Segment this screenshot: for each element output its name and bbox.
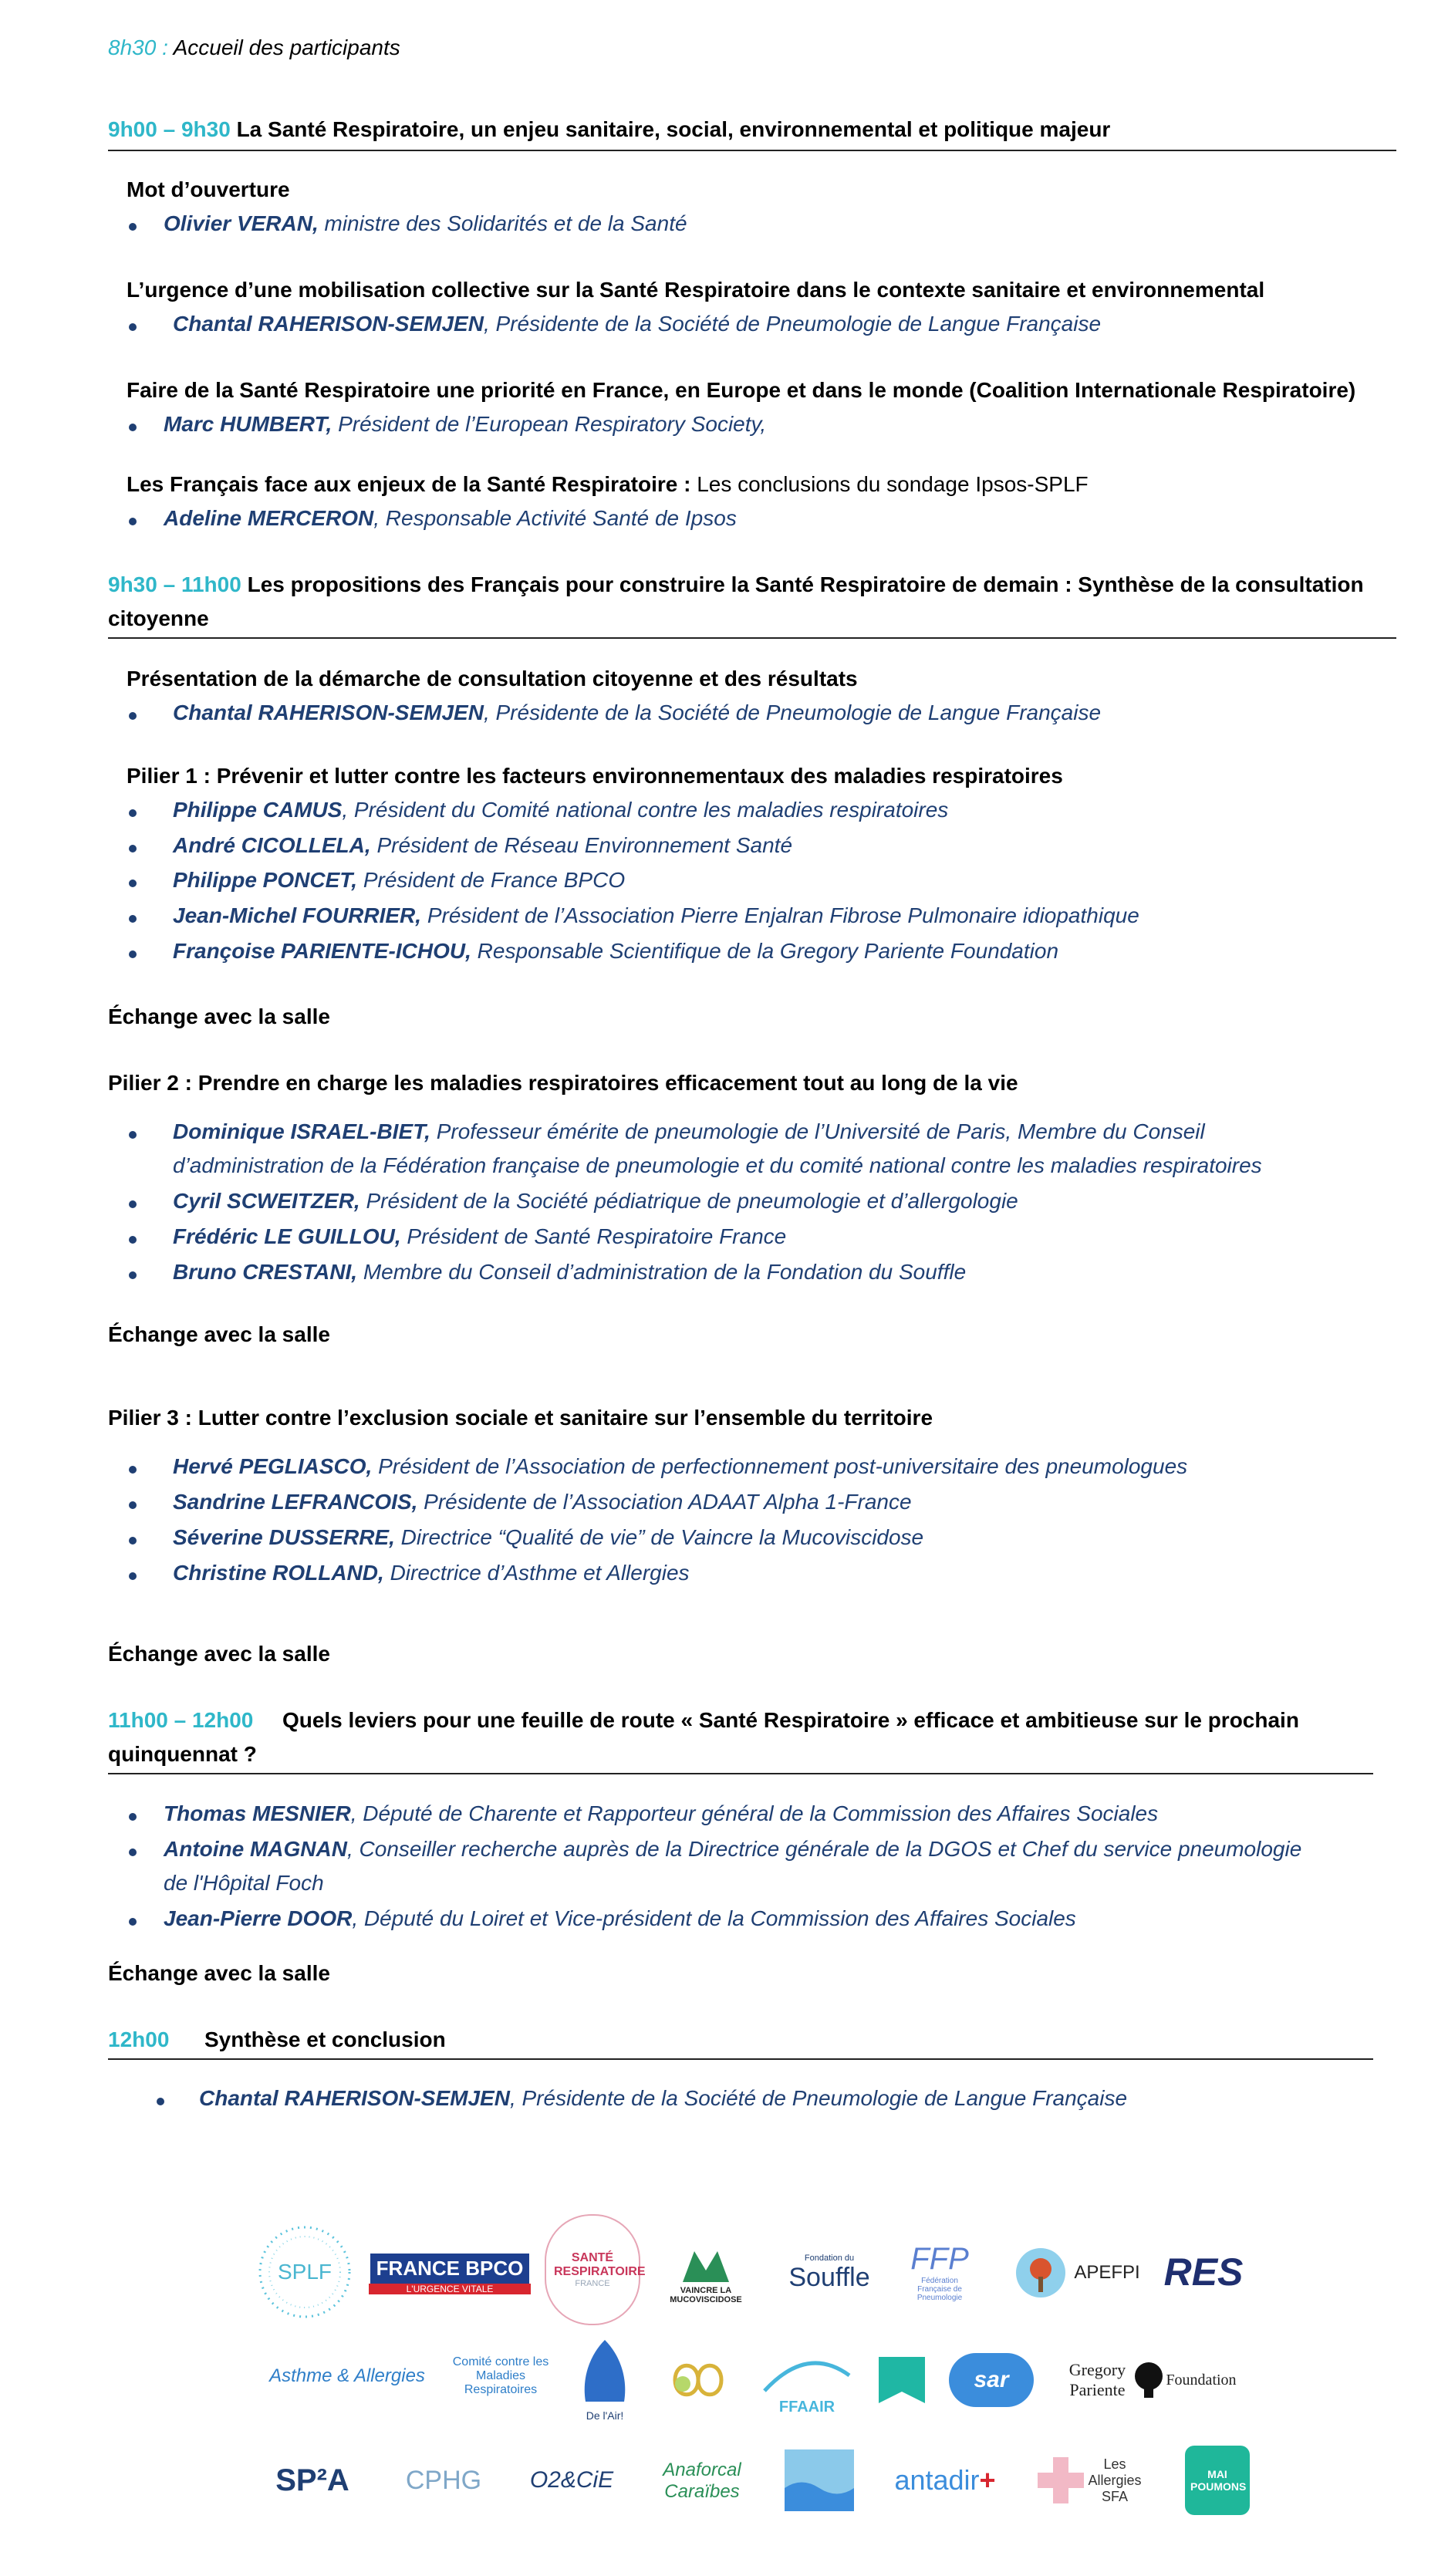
pilier2-heading: Pilier 2 : Prendre en charge les maladies respiratoires efficacement tout au long de la vie	[108, 1071, 1018, 1095]
s1-heading-4	[127, 471, 1089, 498]
speaker-role: Présidente de l’Association ADAAT Alpha 1-France	[424, 1490, 912, 1514]
speaker-role-cont: de l'Hôpital Foch	[164, 1871, 324, 1895]
bullet	[157, 2098, 164, 2105]
gregory-pariente-logo	[1049, 2353, 1250, 2407]
bullet	[129, 323, 137, 331]
bullet	[129, 1271, 137, 1279]
ffp-logo	[901, 2230, 978, 2314]
speaker-role: Président de l’Association Pierre Enjalran Fibrose Pulmonaire idiopathique	[427, 903, 1139, 927]
section2-rule	[108, 637, 1396, 639]
section3-title: Quels leviers pour une feuille de route « Santé Respiratoire » efficace et ambitieuse sur le prochain	[282, 1708, 1299, 1732]
speaker-line	[173, 1258, 966, 1286]
bullet	[129, 1537, 137, 1545]
speaker-name: Dominique ISRAEL-BIET,	[173, 1119, 430, 1143]
speaker-line	[173, 1223, 786, 1251]
speaker-line	[173, 1118, 1205, 1146]
speaker-role: Président de France BPCO	[363, 868, 626, 892]
bullet	[129, 1466, 137, 1474]
speaker-line	[173, 1488, 912, 1516]
sar-text: sar	[974, 2367, 1009, 2392]
foundation-text: Foundation	[1166, 2371, 1237, 2389]
speaker-line	[173, 699, 1101, 727]
bullet	[129, 845, 137, 852]
infinity-logo	[656, 2345, 741, 2415]
speaker-name: Frédéric LE GUILLOU,	[173, 1224, 401, 1248]
sp2a-text: SP²A	[275, 2463, 349, 2497]
speaker-role: , Présidente de la Société de Pneumologie de Langue Française	[483, 701, 1102, 724]
section1-rule	[108, 150, 1396, 151]
speaker-name: Adeline MERCERON	[164, 506, 374, 530]
pilier1-heading: Pilier 1 : Prévenir et lutter contre les facteurs environnementaux des maladies respiratoires	[127, 764, 1063, 788]
mai-poumons-logo	[1185, 2446, 1250, 2515]
delair-logo	[568, 2327, 642, 2427]
ap-logo	[869, 2345, 935, 2415]
speaker-name: Sandrine LEFRANCOIS,	[173, 1490, 418, 1514]
section4-time: 12h00	[108, 2027, 170, 2051]
speaker-name: Cyril SCWEITZER,	[173, 1189, 360, 1213]
speaker-line	[173, 902, 1139, 930]
antadir-text: antadir	[894, 2464, 980, 2496]
speaker-name: Chantal RAHERISON-SEMJEN	[173, 312, 484, 336]
ffp-sub: Fédération Française de Pneumologie	[916, 2277, 963, 2302]
speaker-role: Directrice “Qualité de vie” de Vaincre la Mucoviscidose	[400, 1525, 924, 1549]
apefpi-text: APEFPI	[1074, 2262, 1140, 2283]
allergies-sfa-logo	[1034, 2438, 1149, 2523]
speaker-line	[164, 1835, 1301, 1863]
speaker-line	[173, 310, 1101, 338]
speaker-line	[173, 796, 948, 824]
bullet	[129, 1236, 137, 1244]
france-bpco-logo	[369, 2250, 531, 2297]
francebpco-text: FRANCE BPCO	[370, 2254, 530, 2284]
speaker-line	[173, 1187, 1018, 1215]
speaker-name: Philippe CAMUS	[173, 798, 343, 822]
section1-title: La Santé Respiratoire, un enjeu sanitaire, social, environnemental et politique majeur	[236, 117, 1111, 141]
section2-header	[108, 571, 1364, 599]
section1-time: 9h00 – 9h30	[108, 117, 231, 141]
antadir-logo: antadir +	[894, 2464, 996, 2496]
res-text: RES	[1163, 2250, 1244, 2294]
speaker-role: , Député de Charente et Rapporteur général de la Commission des Affaires Sociales	[350, 1801, 1159, 1825]
waves-logo	[781, 2446, 858, 2515]
speaker-name: Chantal RAHERISON-SEMJEN	[199, 2086, 510, 2110]
speaker-line	[164, 1800, 1158, 1828]
speaker-role: Professeur émérite de pneumologie de l’Université de Paris, Membre du Conseil	[436, 1119, 1205, 1143]
francebpco-sub: L'URGENCE VITALE	[369, 2284, 531, 2294]
speaker-role: ministre des Solidarités et de la Santé	[324, 211, 687, 235]
section2-title: Les propositions des Français pour construire la Santé Respiratoire de demain : Synthèse de la consultation	[247, 572, 1364, 596]
bullet	[129, 879, 137, 887]
bullet	[129, 1200, 137, 1208]
exchange-label: Échange avec la salle	[108, 1004, 330, 1028]
cphg-text: CPHG	[405, 2465, 482, 2495]
bullet	[129, 1813, 137, 1821]
asthme-allergies-logo	[255, 2353, 440, 2399]
allergies-text: Les Allergies SFA	[1088, 2456, 1142, 2504]
speaker-role: , Député du Loiret et Vice-président de la Commission des Affaires Sociales	[352, 1906, 1076, 1930]
splf-logo	[255, 2222, 355, 2322]
ffaair-logo	[753, 2345, 861, 2422]
vaincre-text: VAINCRE LA MUCOVISCIDOSE	[670, 2286, 742, 2304]
o2cie-text: O2&CiE	[529, 2467, 614, 2493]
s1-heading-1: Mot d’ouverture	[127, 177, 290, 201]
santeresp-text: SANTÉ RESPIRATOIRE	[554, 2251, 646, 2278]
welcome-time: 8h30 :	[108, 35, 168, 59]
sar-logo	[949, 2353, 1034, 2407]
bullet	[129, 1918, 137, 1926]
speaker-role: Responsable Scientifique de la Gregory Pariente Foundation	[477, 939, 1059, 963]
speaker-role: , Présidente de la Société de Pneumologie de Langue Française	[509, 2086, 1128, 2110]
res-logo	[1157, 2237, 1250, 2307]
speaker-role: Membre du Conseil d’administration de la Fondation du Souffle	[363, 1260, 967, 1284]
s1-heading-2: L’urgence d’une mobilisation collective sur la Santé Respiratoire dans le contexte sanitaire et environnemental	[127, 278, 1265, 302]
speaker-name: Jean-Pierre DOOR	[164, 1906, 353, 1930]
souffle-pre: Fondation du	[804, 2253, 855, 2263]
section4-header	[108, 2026, 446, 2054]
gregory-text: Gregory Pariente	[1068, 2360, 1126, 2399]
speaker-name: Christine ROLLAND,	[173, 1561, 384, 1585]
exchange-label: Échange avec la salle	[108, 1961, 330, 1985]
speaker-line	[164, 505, 737, 532]
speaker-name: André CICOLLELA,	[173, 833, 371, 857]
speaker-role: Président de Réseau Environnement Santé	[376, 833, 793, 857]
pilier3-heading: Pilier 3 : Lutter contre l’exclusion sociale et sanitaire sur l’ensemble du territoire	[108, 1406, 933, 1430]
section3-time: 11h00 – 12h00	[108, 1708, 254, 1732]
bullet	[129, 1572, 137, 1580]
bullet	[129, 809, 137, 817]
s2-pres-heading: Présentation de la démarche de consultation citoyenne et des résultats	[127, 667, 858, 690]
section1-header	[108, 116, 1110, 143]
speaker-role: , Responsable Activité Santé de Ipsos	[373, 506, 737, 530]
speaker-role: , Président du Comité national contre les maladies respiratoires	[342, 798, 949, 822]
speaker-name: Françoise PARIENTE-ICHOU,	[173, 939, 471, 963]
apefpi-logo	[992, 2242, 1162, 2304]
speaker-line	[199, 2085, 1127, 2112]
welcome-text: Accueil des participants	[173, 35, 400, 59]
santeresp-sub: FRANCE	[575, 2279, 610, 2288]
cnmr-text: Comité contre les Maladies Respiratoires	[452, 2355, 549, 2396]
s1-heading-3: Faire de la Santé Respiratoire une priorité en France, en Europe et dans le monde (Coalition Internationale Respiratoire)	[127, 378, 1356, 402]
speaker-name: Thomas MESNIER	[164, 1801, 351, 1825]
speaker-name: Marc HUMBERT,	[164, 412, 332, 436]
speaker-name: Antoine MAGNAN	[164, 1837, 347, 1861]
welcome-line	[108, 34, 400, 62]
section2-time: 9h30 – 11h00	[108, 572, 241, 596]
mai-text: MAI POUMONS	[1190, 2468, 1247, 2493]
section2-title-cont: citoyenne	[108, 606, 209, 630]
cnmr-logo	[451, 2345, 551, 2407]
anaforcal-text: Anaforcal Caraïbes	[663, 2460, 741, 2502]
speaker-name: Jean-Michel FOURRIER,	[173, 903, 422, 927]
bullet	[129, 712, 137, 720]
speaker-name: Olivier VERAN,	[164, 211, 319, 235]
delair-text: De l'Air!	[586, 2409, 624, 2422]
bullet	[129, 223, 137, 231]
exchange-label: Échange avec la salle	[108, 1322, 330, 1346]
speaker-line	[173, 866, 625, 894]
bullet	[129, 1501, 137, 1509]
speaker-role: Président de l’European Respiratory Society,	[338, 412, 767, 436]
speaker-name: Hervé PEGLIASCO,	[173, 1454, 373, 1478]
section3-rule	[108, 1773, 1373, 1774]
speaker-line	[164, 410, 766, 438]
ffp-text: FFP	[910, 2242, 969, 2276]
speaker-line	[164, 1905, 1076, 1933]
speaker-name: Bruno CRESTANI,	[173, 1260, 358, 1284]
speaker-line	[173, 1524, 923, 1551]
speaker-role: Président de l’Association de perfectionnement post-universitaire des pneumologues	[378, 1454, 1188, 1478]
speaker-role: Directrice d’Asthme et Allergies	[390, 1561, 690, 1585]
speaker-role: , Présidente de la Société de Pneumologie de Langue Française	[483, 312, 1102, 336]
bullet	[129, 518, 137, 525]
speaker-name: Chantal RAHERISON-SEMJEN	[173, 701, 484, 724]
souffle-text: Souffle	[788, 2262, 870, 2292]
speaker-role: Président de Santé Respiratoire France	[407, 1224, 787, 1248]
souffle-logo	[771, 2234, 887, 2311]
speaker-name: Séverine DUSSERRE,	[173, 1525, 395, 1549]
heading-bold: Les Français face aux enjeux de la Santé Respiratoire :	[127, 472, 691, 496]
section4-title: Synthèse et conclusion	[204, 2027, 446, 2051]
speaker-line	[173, 832, 792, 859]
bullet	[129, 915, 137, 923]
anaforcal-logo	[640, 2443, 764, 2520]
o2cie-logo	[522, 2453, 622, 2507]
sante-respiratoire-logo	[545, 2214, 646, 2325]
speaker-role-cont: d’administration de la Fédération française de pneumologie et du comité national contre les maladies respiratoires	[173, 1153, 1262, 1177]
bullet	[129, 950, 137, 958]
speaker-role: , Conseiller recherche auprès de la Directrice générale de la DGOS et Chef du service pneumologie	[346, 1837, 1302, 1861]
speaker-line	[173, 1453, 1187, 1480]
speaker-role: Président de la Société pédiatrique de pneumologie et d’allergologie	[366, 1189, 1018, 1213]
sp2a-logo	[262, 2453, 363, 2507]
bullet	[129, 1848, 137, 1856]
vaincre-logo	[656, 2237, 756, 2314]
section3-header	[108, 1707, 1299, 1734]
asthme-text: Asthme & Allergies	[269, 2365, 425, 2386]
speaker-name: Philippe PONCET,	[173, 868, 358, 892]
ffaair-text: FFAAIR	[778, 2398, 835, 2416]
bullet	[129, 424, 137, 431]
cphg-logo	[386, 2453, 501, 2507]
speaker-line	[173, 1559, 690, 1587]
speaker-line	[173, 937, 1058, 965]
heading-rest: Les conclusions du sondage Ipsos-SPLF	[697, 472, 1089, 496]
section4-rule	[108, 2058, 1373, 2060]
exchange-label: Échange avec la salle	[108, 1642, 330, 1666]
bullet	[129, 1131, 137, 1139]
section3-title-cont: quinquennat ?	[108, 1742, 257, 1766]
splf-text: SPLF	[277, 2260, 332, 2284]
speaker-line	[164, 210, 687, 238]
